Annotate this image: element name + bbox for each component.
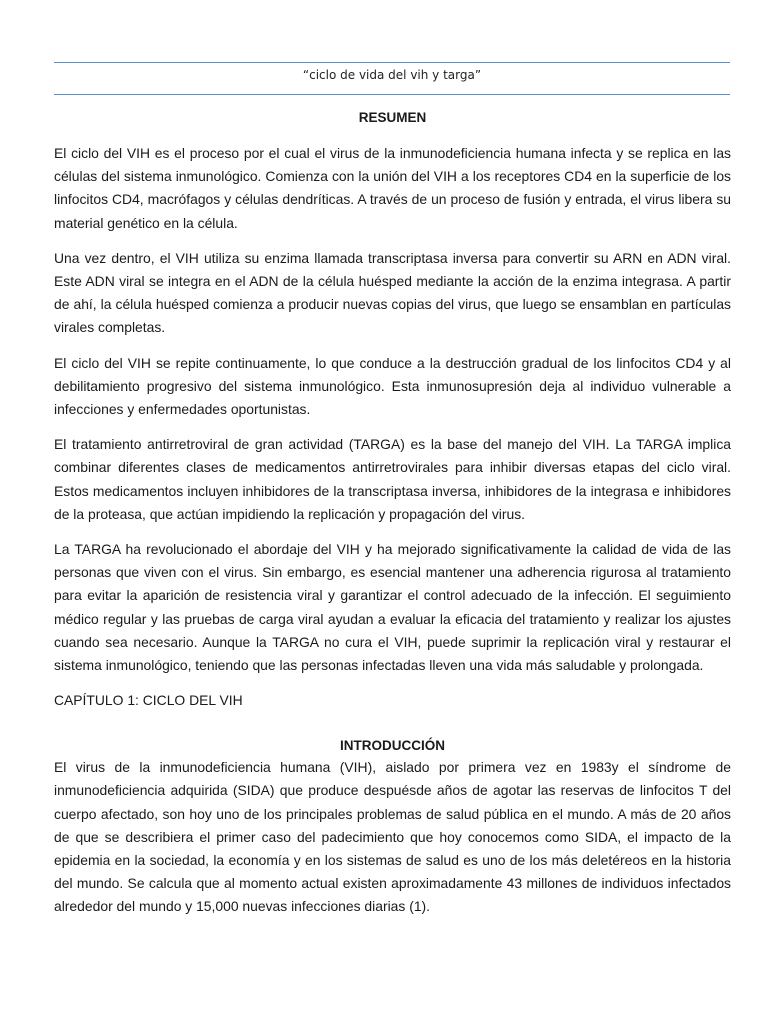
summary-heading: RESUMEN: [358, 110, 427, 125]
summary-paragraph-1: El ciclo del VIH es el proceso por el cual el virus de la inmunodeficiencia humana infecta y se replica en las células del sistema inmunológico. Comienza con la unión del VIH a los receptores CD4 en la superficie de los linfocitos CD4, macrófagos y células dendríticas. A través de un proceso de fusión y entrada, el virus libera su material genético en la célula.: [54, 145, 731, 231]
introduction-heading: INTRODUCCIÓN: [340, 738, 445, 754]
introduction-paragraph: El virus de la inmunodeficiencia humana (VIH), aislado por primera vez en 1983y el síndrome de inmunodeficiencia adquirida (SIDA) que produce despuésde años de agotar las reservas de linfocitos T del cuerpo afectado, son hoy uno de los principales problemas de salud pública en el mundo. A más de 20 años de que se describiera el primer caso del padecimiento que hoy conocemos como SIDA, el impacto de la epidemia en la sociedad, la economía y en los sistemas de salud es uno de los más deletéreos en la historia del mundo. Se calcula que al momento actual existen aproximadamente 43 millones de individuos infectados alrededor del mundo y 15,000 nuevas infecciones diarias (1).: [54, 759, 731, 915]
header-bottom-rule: [54, 94, 730, 95]
summary-paragraph-2: Una vez dentro, el VIH utiliza su enzima llamada transcriptasa inversa para convertir su ARN en ADN viral. Este ADN viral se integra en el ADN de la célula huésped mediante la acción de la enzima integrasa. A partir de ahí, la célula huésped comienza a producir nuevas copias del virus, que luego se ensamblan en partículas virales completas.: [54, 249, 731, 336]
summary-paragraph-5: La TARGA ha revolucionado el abordaje del VIH y ha mejorado significativamente la calidad de vida de las personas que viven con el virus. Sin embargo, es esencial mantener una adherencia rigurosa al tratamiento para evitar la aparición de resistencia viral y garantizar el control adecuado de la infección. El seguimiento médico regular y las pruebas de carga viral ayudan a evaluar la eficacia del tratamiento y realizar los ajustes cuando sea necesario. Aunque la TARGA no cura el VIH, puede suprimir la replicación viral y restaurar el sistema inmunológico, teniendo que las personas infectadas lleven una vida más saludable y prolongada.: [54, 541, 731, 674]
running-header: “ciclo de vida del vih y targa”: [302, 68, 482, 82]
summary-paragraph-3: El ciclo del VIH se repite continuamente, lo que conduce a la destrucción gradual de los linfocitos CD4 y al debilitamiento progresivo del sistema inmunológico. Esta inmunosupresión deja al individuo vulnerable a infecciones y enfermedades oportunistas.: [54, 354, 731, 418]
chapter-title: CAPÍTULO 1: CICLO DEL VIH: [54, 692, 243, 709]
summary-paragraph-4: El tratamiento antirretroviral de gran actividad (TARGA) es la base del manejo del VIH. La TARGA implica combinar diferentes clases de medicamentos antirretrovirales para inhibir diversas etapas del ciclo viral. Estos medicamentos incluyen inhibidores de la transcriptasa inversa, inhibidores de la integrasa e inhibidores de la proteasa, que actúan impidiendo la replicación y propagación del virus.: [54, 436, 731, 522]
header-top-rule: [54, 62, 730, 63]
document-body: [54, 108, 731, 931]
